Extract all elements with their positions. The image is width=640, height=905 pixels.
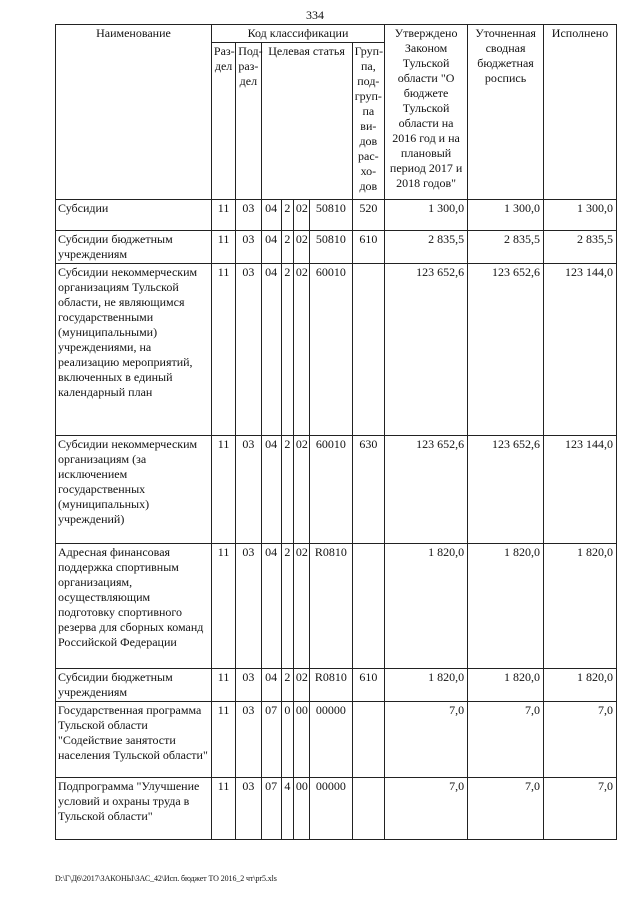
cell-revised: 123 652,6 [468,264,544,436]
budget-table [55,24,617,840]
table-row [56,436,617,544]
cell-direction: 00000 [310,778,353,840]
cell-expense-type: 630 [352,436,384,544]
cell-podrazdel: 03 [236,544,261,669]
cell-executed: 1 820,0 [544,669,617,702]
page-number: 334 [306,8,324,22]
cell-podrazdel: 03 [236,778,261,840]
cell-expense-type [352,264,384,436]
cell-approved: 7,0 [385,778,468,840]
row-name: Субсидии некоммерческим организациям (за исключением государственных (муниципальных) учреждений) [56,436,212,544]
cell-program: 04 [261,264,281,436]
cell-expense-type: 610 [352,231,384,264]
cell-program: 04 [261,200,281,231]
cell-revised: 1 820,0 [468,669,544,702]
cell-approved: 1 820,0 [385,544,468,669]
cell-revised: 2 835,5 [468,231,544,264]
cell-event: 00 [293,702,309,778]
cell-revised: 7,0 [468,778,544,840]
row-name: Субсидии [56,200,212,231]
cell-direction: 50810 [310,200,353,231]
cell-razdel: 11 [211,231,235,264]
cell-podrazdel: 03 [236,264,261,436]
cell-event: 02 [293,669,309,702]
row-name: Подпрограмма "Улучшение условий и охраны труда в Тульской области" [56,778,212,840]
cell-program: 07 [261,702,281,778]
cell-approved: 2 835,5 [385,231,468,264]
header-approved: Утверждено Законом Тульской области "О бюджете Тульской области на 2016 год и на плановый период 2017 и 2018 годов" [385,25,468,200]
cell-subprogram: 2 [281,200,293,231]
cell-executed: 1 300,0 [544,200,617,231]
table-row [56,200,617,231]
cell-expense-type: 610 [352,669,384,702]
cell-subprogram: 2 [281,544,293,669]
cell-program: 04 [261,669,281,702]
header-name: Наименование [56,25,212,200]
header-group: Груп-па, под-груп-па ви-дов рас-хо-дов [352,43,384,200]
cell-subprogram: 2 [281,669,293,702]
cell-executed: 1 820,0 [544,544,617,669]
cell-revised: 7,0 [468,702,544,778]
cell-event: 02 [293,231,309,264]
cell-event: 02 [293,436,309,544]
cell-approved: 1 300,0 [385,200,468,231]
cell-podrazdel: 03 [236,669,261,702]
cell-razdel: 11 [211,702,235,778]
table-row [56,778,617,840]
table-row [56,264,617,436]
header-classification: Код классификации [211,25,384,43]
row-name: Субсидии бюджетным учреждениям [56,669,212,702]
cell-revised: 1 300,0 [468,200,544,231]
header-podrazdel: Под-раз-дел [236,43,261,200]
cell-razdel: 11 [211,436,235,544]
row-name: Субсидии некоммерческим организациям Тульской области, не являющимся государственными (муниципальными) учреждениями, на реализацию мероприятий, включенных в единый календарный план [56,264,212,436]
cell-executed: 123 144,0 [544,436,617,544]
cell-razdel: 11 [211,200,235,231]
cell-podrazdel: 03 [236,702,261,778]
cell-razdel: 11 [211,544,235,669]
cell-expense-type [352,544,384,669]
cell-expense-type [352,702,384,778]
cell-podrazdel: 03 [236,436,261,544]
cell-executed: 7,0 [544,778,617,840]
cell-program: 04 [261,231,281,264]
cell-direction: 60010 [310,436,353,544]
cell-approved: 7,0 [385,702,468,778]
cell-event: 00 [293,778,309,840]
cell-event: 02 [293,200,309,231]
cell-executed: 123 144,0 [544,264,617,436]
cell-approved: 1 820,0 [385,669,468,702]
header-revised: Уточненная сводная бюджетная роспись [468,25,544,200]
table-row [56,231,617,264]
table-row [56,702,617,778]
header-razdel: Раз-дел [211,43,235,200]
table-row [56,544,617,669]
cell-subprogram: 2 [281,436,293,544]
cell-approved: 123 652,6 [385,436,468,544]
header-executed: Исполнено [544,25,617,200]
cell-event: 02 [293,544,309,669]
cell-direction: R0810 [310,544,353,669]
cell-executed: 2 835,5 [544,231,617,264]
cell-program: 04 [261,544,281,669]
cell-subprogram: 2 [281,231,293,264]
cell-razdel: 11 [211,778,235,840]
cell-podrazdel: 03 [236,200,261,231]
cell-subprogram: 0 [281,702,293,778]
cell-subprogram: 4 [281,778,293,840]
cell-event: 02 [293,264,309,436]
cell-program: 04 [261,436,281,544]
cell-direction: 60010 [310,264,353,436]
row-name: Государственная программа Тульской области "Содействие занятости населения Тульской области" [56,702,212,778]
cell-direction: 00000 [310,702,353,778]
cell-revised: 123 652,6 [468,436,544,544]
row-name: Субсидии бюджетным учреждениям [56,231,212,264]
cell-program: 07 [261,778,281,840]
cell-direction: 50810 [310,231,353,264]
table-row [56,669,617,702]
file-path-footer: D:\Г\Д6\2017\ЗАКОНЫ\ЗАС_42\Исп. бюджет ТО 2016_2 чт\pr5.xls [55,874,277,883]
cell-revised: 1 820,0 [468,544,544,669]
cell-razdel: 11 [211,264,235,436]
cell-subprogram: 2 [281,264,293,436]
cell-approved: 123 652,6 [385,264,468,436]
cell-expense-type [352,778,384,840]
row-name: Адресная финансовая поддержка спортивным организациям, осуществляющим подготовку спортивного резерва для сборных команд Российской Федерации [56,544,212,669]
cell-direction: R0810 [310,669,353,702]
cell-podrazdel: 03 [236,231,261,264]
cell-executed: 7,0 [544,702,617,778]
cell-expense-type: 520 [352,200,384,231]
header-target-article: Целевая статья [261,43,352,200]
cell-razdel: 11 [211,669,235,702]
